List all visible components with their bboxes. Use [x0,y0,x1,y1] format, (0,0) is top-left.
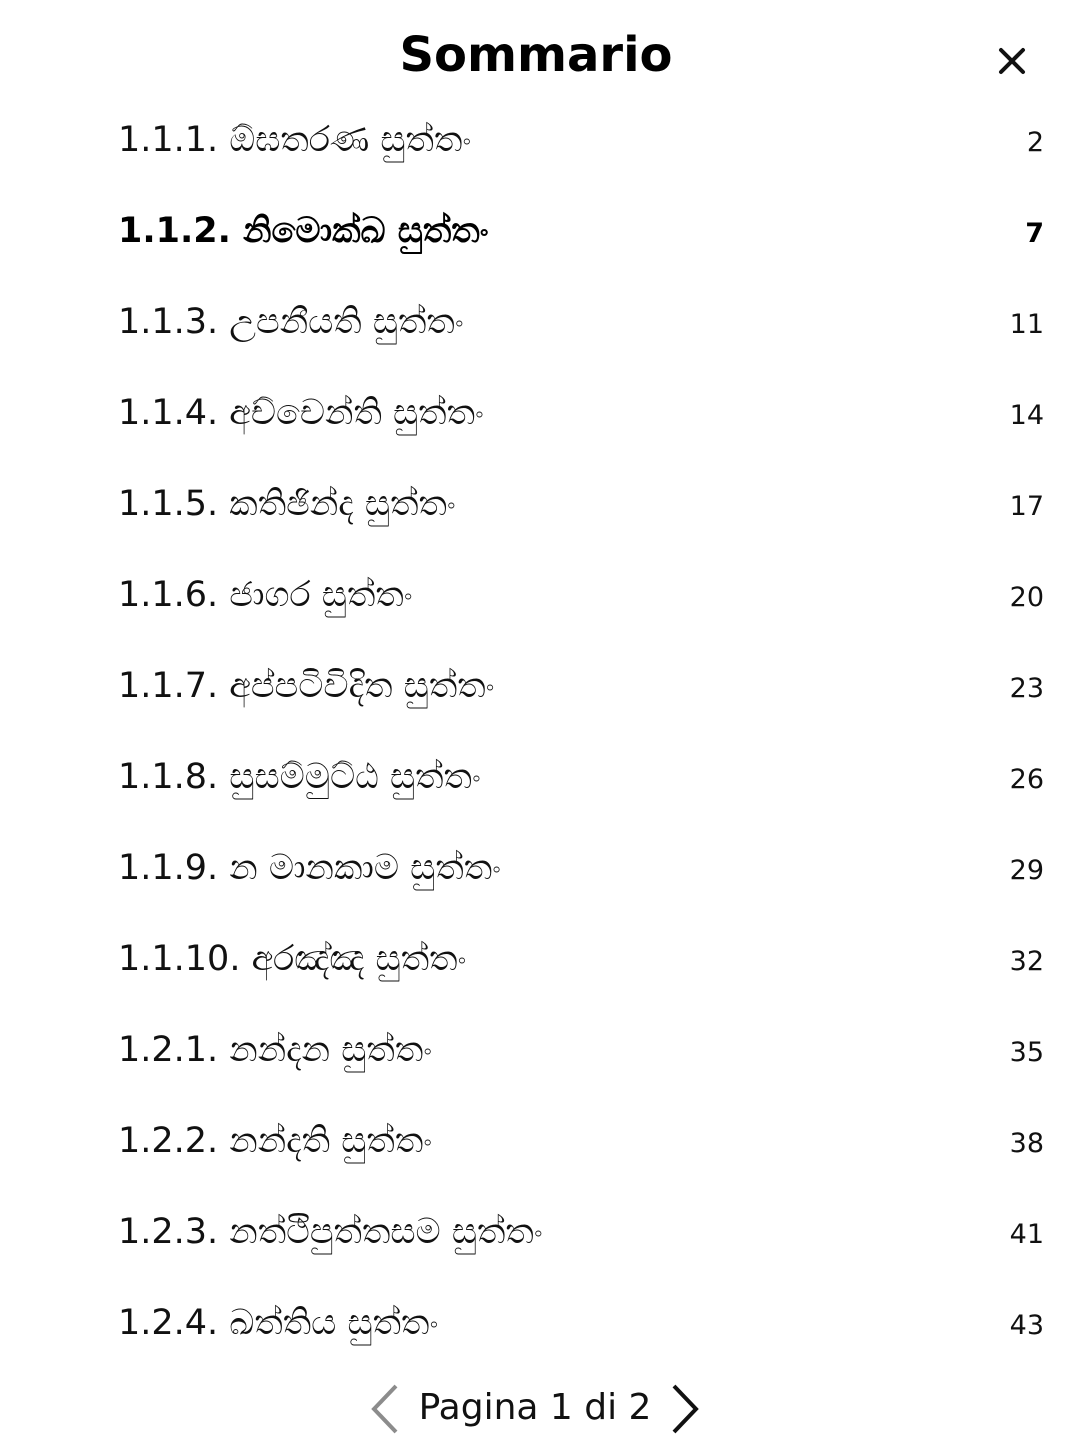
toc-item-page-number: 43 [1009,1310,1044,1341]
close-button[interactable] [984,38,1040,86]
next-page-button[interactable] [666,1382,704,1436]
page-title: Sommario [399,27,673,83]
toc-header [0,0,1072,110]
toc-item-page-number: 38 [1009,1128,1044,1159]
toc-item[interactable] [0,1279,1072,1370]
toc-item[interactable] [0,96,1072,187]
toc-item-title: 1.2.4. ඛත්තිය සුත්තං [118,1303,439,1343]
toc-item[interactable] [0,1097,1072,1188]
toc-item[interactable] [0,278,1072,369]
chevron-left-icon [366,1382,404,1436]
toc-item-title: 1.2.1. නන්දන සුත්තං [118,1030,433,1070]
toc-item[interactable] [0,369,1072,460]
toc-item-title: 1.1.10. අරඤ්ඤ සුත්තං [118,939,467,979]
toc-item-title: 1.1.8. සුසම්මුට්ඨ සුත්තං [118,757,481,797]
toc-item-title: 1.1.9. න මානකාම සුත්තං [118,848,502,888]
toc-item[interactable] [0,187,1072,278]
toc-item-page-number: 7 [1025,218,1044,249]
toc-item[interactable] [0,551,1072,642]
chevron-right-icon [666,1382,704,1436]
toc-item-title: 1.1.5. කතිඡින්ද සුත්තං [118,484,456,524]
toc-item[interactable] [0,1006,1072,1097]
toc-item-page-number: 32 [1009,946,1044,977]
toc-item-page-number: 35 [1009,1037,1044,1068]
toc-item-title: 1.1.6. ජාගර සුත්තං [118,575,413,615]
toc-item[interactable] [0,733,1072,824]
toc-item-title: 1.1.3. උපනීයති සුත්තං [118,302,464,342]
toc-item-page-number: 29 [1009,855,1044,886]
toc-item[interactable] [0,824,1072,915]
toc-item-title: 1.1.2. නිමොක්ඛ සුත්තං [118,211,489,251]
previous-page-button[interactable] [366,1382,404,1436]
toc-item[interactable] [0,915,1072,1006]
toc-item-title: 1.1.4. අච්චෙන්ති සුත්තං [118,393,484,433]
toc-item-page-number: 26 [1009,764,1044,795]
table-of-contents [0,96,1072,1370]
toc-item[interactable] [0,1188,1072,1279]
page-indicator: Pagina 1 di 2 [418,1387,652,1428]
toc-item[interactable] [0,642,1072,733]
toc-item-page-number: 14 [1009,400,1044,431]
toc-item-page-number: 23 [1009,673,1044,704]
toc-item-page-number: 41 [1009,1219,1044,1250]
toc-item-title: 1.1.7. අප්පටිවිදිත සුත්තං [118,666,495,706]
pagination [0,1378,1072,1438]
toc-item-title: 1.2.3. නත්ථිපුත්තසම සුත්තං [118,1212,543,1252]
toc-item-title: 1.1.1. ඕඝතරණ සුත්තං [118,120,472,160]
toc-item-page-number: 2 [1026,127,1044,158]
toc-item[interactable] [0,460,1072,551]
toc-item-page-number: 11 [1009,309,1044,340]
toc-item-page-number: 17 [1009,491,1044,522]
toc-item-title: 1.2.2. නන්දති සුත්තං [118,1121,433,1161]
close-icon [984,38,1040,86]
toc-item-page-number: 20 [1009,582,1044,613]
